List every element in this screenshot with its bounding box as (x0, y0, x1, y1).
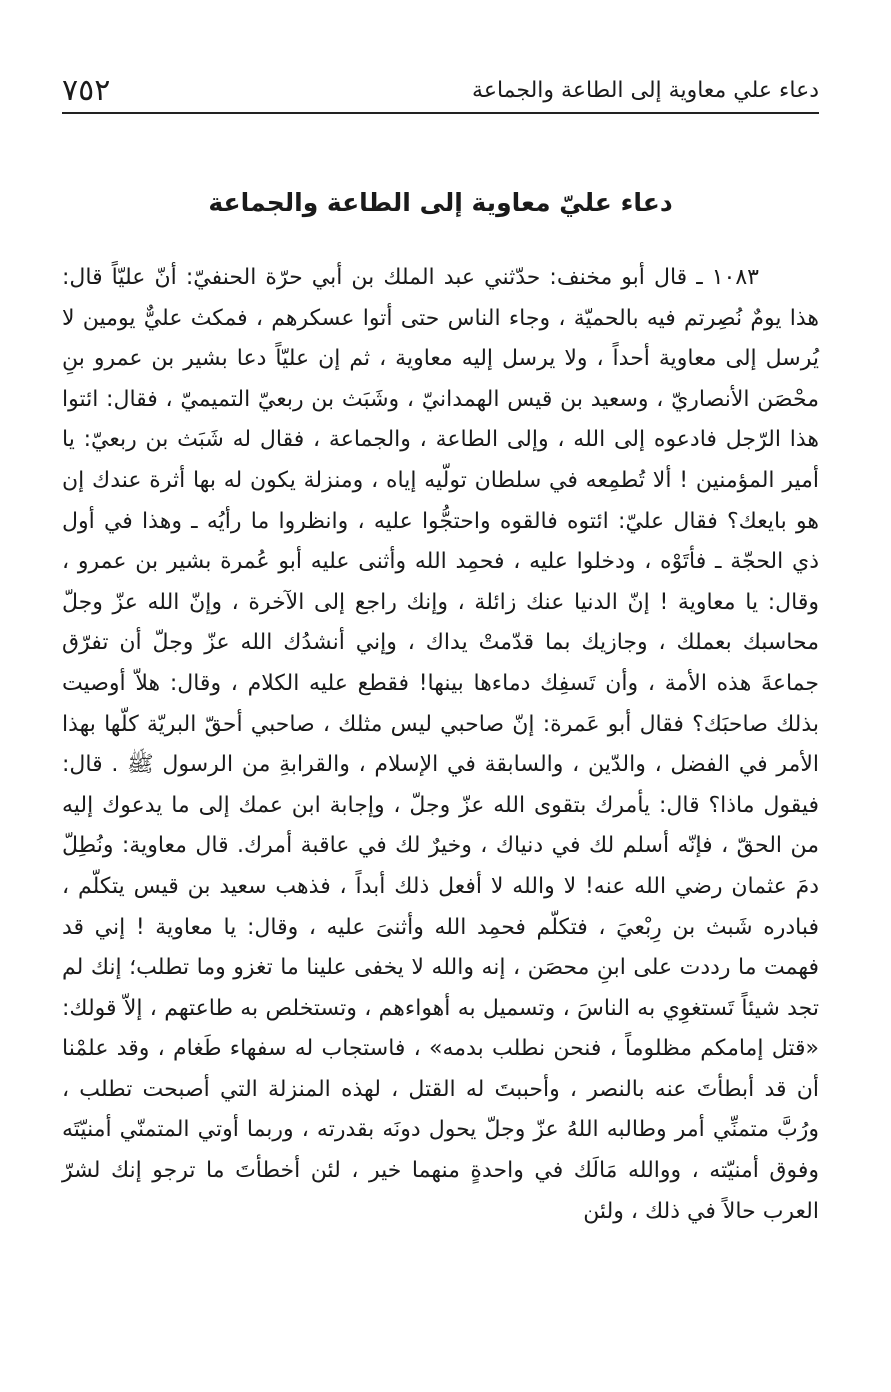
section-title: دعاء عليّ معاوية إلى الطاعة والجماعة (208, 188, 673, 217)
page-number: ٧٥٢ (62, 72, 111, 108)
header-divider (62, 112, 819, 114)
body-text (62, 258, 819, 1232)
running-title: دعاء علي معاوية إلى الطاعة والجماعة (472, 77, 819, 103)
paragraph: ١٠٨٣ ـ قال أبو مخنف: حدّثني عبد الملك بن أبي حرّة الحنفيّ: أنّ عليّاً قال: هذا يومٌ نُصِرتم فيه بالحميّة ، وجاء الناس حتى أتوا عسكرهم ، فمكث عليٌّ يومين لا يُرسل إلى معاوية أحداً ، ولا يرسل إليه معاوية ، ثم إن عليّاً دعا بشير بن عمرو بنِ محْصَن الأنصاريّ ، وسعيد بن قيس الهمدانيّ ، وشَبَث بن ربعيّ التميميّ ، فقال: ائتوا هذا الرّجل فادعوه إلى الله ، وإلى الطاعة ، والجماعة ، فقال له شَبَث بن ربعيّ: يا أمير المؤمنين ! ألا تُطمِعه في سلطان تولّيه إياه ، ومنزلة يكون له بها أثرة عندك إن هو بايعك؟ فقال عليّ: ائتوه فالقوه واحتجُّوا عليه ، وانظروا ما رأيُه ـ وهذا في أول ذي الحجّة ـ فأتَوْه ، ودخلوا عليه ، فحمِد الله وأثنى عليه أبو عُمرة بشير بن عمرو ، وقال: يا معاوية ! إنّ الدنيا عنك زائلة ، وإنك راجع إلى الآخرة ، وإنّ الله عزّ وجلّ محاسبك بعملك ، وجازيك بما قدّمتْ يداك ، وإني أنشدُك الله عزّ وجلّ أن تفرّق جماعةَ هذه الأمة ، وأن تَسفِك دماءها بينها! فقطع عليه الكلام ، وقال: هلاّ أوصيت بذلك صاحبَك؟ فقال أبو عَمرة: إنّ صاحبي ليس مثلك ، صاحبي أحقّ البريّة كلّها بهذا الأمر في الفضل ، والدّين ، والسابقة في الإسلام ، والقرابةِ من الرسول ﷺ . قال: فيقول ماذا؟ قال: يأمرك بتقوى الله عزّ وجلّ ، وإجابة ابن عمك إلى ما يدعوك إليه من الحقّ ، فإنّه أسلم لك في دنياك ، وخيرٌ لك في عاقبة أمرك. قال معاوية: ونُطِلّ دمَ عثمان رضي الله عنه! لا والله لا أفعل ذلك أبداً ، فذهب سعيد بن قيس يتكلّم ، فبادره شَبث بن رِبْعيَ ، فتكلّم فحمِد الله وأثنىَ عليه ، وقال: يا معاوية ! إني قد فهمت ما رددت على ابنِ محصَن ، إنه والله لا يخفى علينا ما تغزو وما تطلب؛ إنك لم تجد شيئاً تَستغوِي به الناسَ ، وتسميل به أهواءهم ، وتستخلص به طاعتهم ، إلاّ قولك: «قتل إمامكم مظلوماً ، فنحن نطلب بدمه» ، فاستجاب له سفهاء طَغام ، وقد علمْنا أن قد أبطأتَ عنه بالنصر ، وأحببتَ له القتل ، لهذه المنزلة التي أصبحت تطلب ، ورُبَّ متمنِّي أمر وطالبه اللهُ عزّ وجلّ يحول دونَه بقدرته ، وربما أوتي المتمنّي أمنيّتَه وفوق أمنيّته ، ووالله مَالَك في واحدةٍ منهما خير ، لئن أخطأتَ ما ترجو إنك لشرّ العرب حالاً في ذلك ، ولئن (62, 265, 819, 1224)
running-header (62, 70, 819, 110)
